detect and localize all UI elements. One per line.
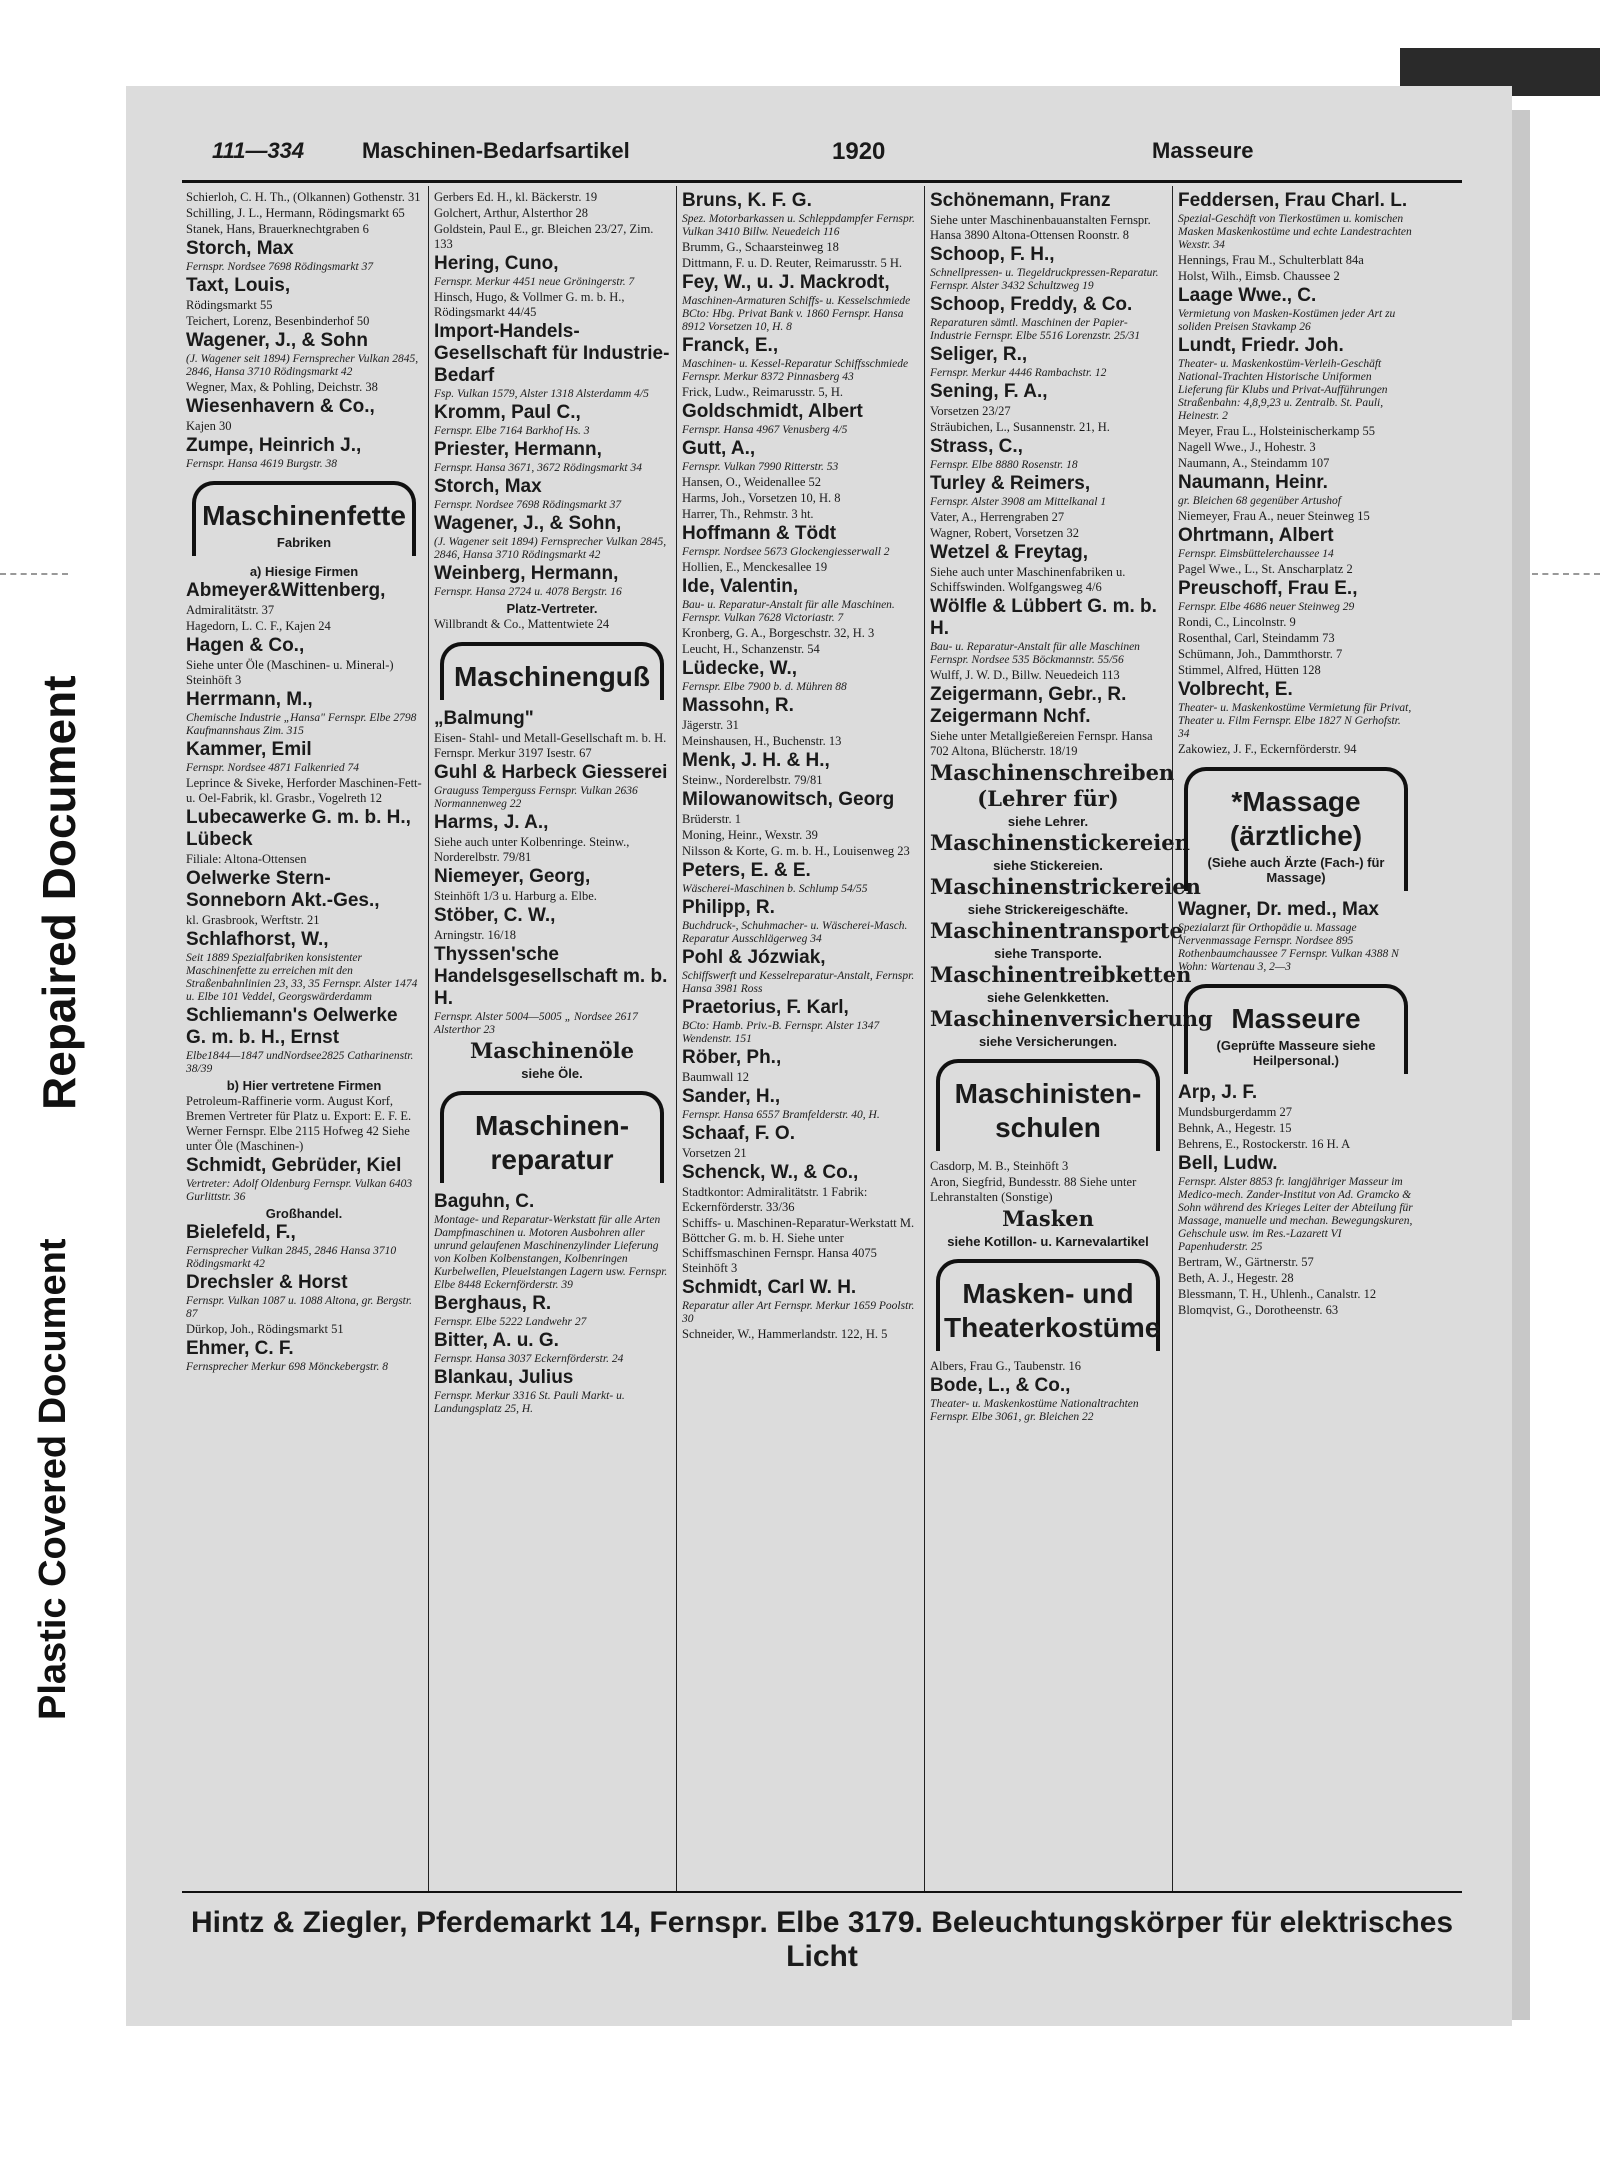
firm-name: Zumpe, Heinrich J., bbox=[186, 435, 362, 456]
entry-text: Fernspr. Merkur 4451 neue Gröningerstr. 7 bbox=[434, 276, 635, 288]
section-subheading: Fabriken bbox=[276, 535, 332, 550]
firm-name: Baguhn, C. bbox=[434, 1191, 535, 1212]
entry-text: Steinhöft 1/3 u. Harburg a. Elbe. bbox=[434, 889, 597, 903]
firm-name: Preuschoff, Frau E., bbox=[1178, 578, 1358, 599]
firm-name: Massohn, R. bbox=[682, 695, 794, 716]
subheading: b) Hier vertretene Firmen bbox=[226, 1078, 382, 1093]
entry-text: Fernspr. Nordsee 7698 Rödingsmarkt 37 bbox=[186, 261, 374, 273]
entry-text: BCto: Hamb. Priv.-B. Fernspr. Alster 1347 Wendenstr. 151 bbox=[682, 1020, 880, 1045]
entry-text: Theater- u. Maskenkostüme Vermietung für Privat, Theater u. Film Fernspr. Elbe 1827 N Gerhofstr. 34 bbox=[1178, 702, 1412, 740]
firm-name: Sander, H., bbox=[682, 1086, 781, 1107]
section-heading-box bbox=[440, 642, 664, 700]
entry-text: Moning, Heinr., Wexstr. 39 bbox=[682, 828, 818, 842]
entry-text: Kajen 30 bbox=[186, 419, 232, 433]
entry-text: Siehe auch unter Kolbenringe. Steinw., Norderelbstr. 79/81 bbox=[434, 835, 630, 864]
entry-text: Fernspr. Vulkan 7990 Ritterstr. 53 bbox=[682, 461, 839, 473]
section-heading-box bbox=[936, 1059, 1160, 1151]
entry-text: Spez. Motorbarkassen u. Schleppdampfer Fernspr. Vulkan 3410 Billw. Neuedeich 116 bbox=[682, 213, 915, 238]
firm-name: Kammer, Emil bbox=[186, 739, 312, 760]
firm-name: Lüdecke, W., bbox=[682, 658, 798, 679]
firm-name: Schlafhorst, W., bbox=[186, 929, 329, 950]
firm-name: Röber, Ph., bbox=[682, 1047, 782, 1068]
category-heading: Maschinenschreiben (Lehrer für) bbox=[930, 760, 1175, 811]
category-heading: Maschinenstrickereien bbox=[930, 874, 1201, 899]
entry-text: Vermietung von Masken-Kostümen jeder Art zu soliden Preisen Stavkamp 26 bbox=[1178, 308, 1396, 333]
firm-name: Ehmer, C. F. bbox=[186, 1338, 294, 1359]
entry-text: Fernsprecher Merkur 698 Mönckebergstr. 8 bbox=[186, 1361, 388, 1373]
entry-text: Nilsson & Korte, G. m. b. H., Louisenweg 23 bbox=[682, 844, 910, 858]
firm-name: Franck, E., bbox=[682, 335, 779, 356]
column-5 bbox=[1178, 190, 1414, 1890]
firm-name: Schoop, F. H., bbox=[930, 244, 1055, 265]
subheading: Platz-Vertreter. bbox=[506, 601, 598, 616]
entry-text: Schneider, W., Hammerlandstr. 122, H. 5 bbox=[682, 1327, 888, 1341]
firm-name: Lundt, Friedr. Joh. bbox=[1178, 335, 1344, 356]
entry-text: Stanek, Hans, Brauerknechtgraben 6 bbox=[186, 222, 369, 236]
firm-name: Blankau, Julius bbox=[434, 1367, 574, 1388]
repaired-document-label: Repaired Document bbox=[33, 675, 85, 1110]
section-heading: Masken- und Theaterkostüme bbox=[944, 1278, 1161, 1343]
entry-text: Schiffswerft und Kesselreparatur-Anstalt, Fernspr. Hansa 3981 Ross bbox=[682, 970, 915, 995]
entry-text: Vater, A., Herrengraben 27 bbox=[930, 510, 1065, 524]
entry-text: Chemische Industrie „Hansa" Fernspr. Elbe 2798 Kaufmannshaus Zim. 315 bbox=[186, 712, 417, 737]
entry-text: Hennings, Frau M., Schulterblatt 84a bbox=[1178, 253, 1364, 267]
section-heading: Maschinenguß bbox=[453, 661, 650, 692]
firm-name: Bitter, A. u. G. bbox=[434, 1330, 559, 1351]
category-heading: Maschinenöle bbox=[470, 1038, 634, 1063]
entry-text: Blomqvist, G., Dorotheenstr. 63 bbox=[1178, 1303, 1339, 1317]
subheading: Großhandel. bbox=[265, 1206, 343, 1221]
entry-text: Filiale: Altona-Ottensen bbox=[186, 852, 307, 866]
running-head: Masseure bbox=[1152, 138, 1254, 163]
entry-text: Brüderstr. 1 bbox=[682, 812, 742, 826]
entry-text: Fernspr. Nordsee 7698 Rödingsmarkt 37 bbox=[434, 499, 622, 511]
column-divider bbox=[676, 186, 677, 1891]
entry-text: Pagel Wwe., L., St. Anscharplatz 2 bbox=[1178, 562, 1353, 576]
firm-name: Turley & Reimers, bbox=[930, 473, 1091, 494]
fold-marker-left bbox=[0, 573, 68, 575]
firm-name: Thyssen'sche Handelsgesellschaft m. b. H. bbox=[434, 944, 668, 1009]
category-heading: Maschinenstickereien bbox=[930, 830, 1190, 855]
entry-text: Fernspr. Elbe 4686 neuer Steinweg 29 bbox=[1178, 601, 1355, 613]
entry-text: Wulff, J. W. D., Billw. Neuedeich 113 bbox=[930, 668, 1120, 682]
firm-name: Abmeyer&Wittenberg, bbox=[186, 580, 386, 601]
firm-name: Milowanowitsch, Georg bbox=[682, 789, 895, 810]
firm-name: Sening, F. A., bbox=[930, 381, 1048, 402]
entry-text: Buchdruck-, Schuhmacher- u. Wäscherei-Masch. Reparatur Ausschlägerweg 34 bbox=[682, 920, 908, 945]
firm-name: Niemeyer, Georg, bbox=[434, 866, 591, 887]
entry-text: Fernspr. Nordsee 5673 Glockengiesserwall 2 bbox=[682, 546, 890, 558]
firm-name: Ohrtmann, Albert bbox=[1178, 525, 1334, 546]
entry-text: Behnk, A., Hegestr. 15 bbox=[1178, 1121, 1292, 1135]
section-heading: Maschinen-reparatur bbox=[474, 1110, 630, 1175]
entry-text: Albers, Frau G., Taubenstr. 16 bbox=[930, 1359, 1081, 1373]
entry-text: Fernspr. Alster 3908 am Mittelkanal 1 bbox=[930, 496, 1107, 508]
entry-text: Rödingsmarkt 55 bbox=[186, 298, 273, 312]
column-2 bbox=[434, 190, 670, 1890]
column-divider bbox=[924, 186, 925, 1891]
firm-name: Schmidt, Carl W. H. bbox=[682, 1277, 857, 1298]
entry-text: Dürkop, Joh., Rödingsmarkt 51 bbox=[186, 1322, 344, 1336]
entry-text: Hollien, E., Menckesallee 19 bbox=[682, 560, 828, 574]
firm-name: Gutt, A., bbox=[682, 438, 756, 459]
subheading: siehe Kotillon- u. Karnevalartikel bbox=[947, 1234, 1149, 1249]
entry-text: Mundsburgerdamm 27 bbox=[1178, 1105, 1292, 1119]
entry-text: Siehe unter Maschinenbauanstalten Fernspr. Hansa 3890 Altona-Ottensen Roonstr. 8 bbox=[930, 213, 1151, 242]
entry-text: Vertreter: Adolf Oldenburg Fernspr. Vulkan 6403 Gurlittstr. 36 bbox=[186, 1178, 413, 1203]
category-heading: Masken bbox=[1002, 1206, 1094, 1231]
section-heading-box bbox=[936, 1259, 1160, 1351]
entry-text: Rosenthal, Carl, Steindamm 73 bbox=[1178, 631, 1335, 645]
entry-text: Vorsetzen 21 bbox=[682, 1146, 747, 1160]
entry-text: Hagedorn, L. C. F., Kajen 24 bbox=[186, 619, 331, 633]
entry-text: Schiffs- u. Maschinen-Reparatur-Werkstatt M. Böttcher G. m. b. H. Siehe unter Schiffsmaschinen Fernspr. Hansa 4075 Steinhöft 3 bbox=[682, 1216, 915, 1275]
entry-text: Leprince & Siveke, Herforder Maschinen-Fett- u. Oel-Fabrik, kl. Grasbr., Vogelreth 12 bbox=[186, 776, 422, 805]
entry-text: Vorsetzen 23/27 bbox=[930, 404, 1011, 418]
entry-text: Aron, Siegfrid, Bundesstr. 88 Siehe unter Lehranstalten (Sonstige) bbox=[930, 1175, 1137, 1204]
entry-text: Rondi, C., Lincolnstr. 9 bbox=[1178, 615, 1296, 629]
entry-text: Spezial-Geschäft von Tierkostümen u. komischen Masken Maskenkostüme und echte Landestrachten Wexstr. 34 bbox=[1178, 213, 1412, 251]
entry-text: Bau- u. Reparatur-Anstalt für alle Maschinen. Fernspr. Vulkan 7628 Victoriastr. 7 bbox=[682, 599, 895, 624]
column-divider bbox=[1172, 186, 1173, 1891]
firm-name: Schliemann's Oelwerke G. m. b. H., Ernst bbox=[186, 1005, 398, 1048]
entry-text: Grauguss Temperguss Fernspr. Vulkan 2636 Normannenweg 22 bbox=[434, 785, 638, 810]
entry-text: Schnellpressen- u. Tiegeldruckpressen-Reparatur. Fernspr. Alster 3432 Schultzweg 19 bbox=[930, 267, 1159, 292]
firm-name: Stöber, C. W., bbox=[434, 905, 556, 926]
entry-text: Fernspr. Alster 8853 fr. langjähriger Masseur im Medico-mech. Zander-Institut von Ad. Gramcko & Sohn während des Krieges Leiter der Abteilung für Massage, manuelle und mechan. Bewegungskuren, Gehschule usw. im Res.-Lazarett VI Papenhuderstr. 25 bbox=[1178, 1176, 1413, 1253]
page-header bbox=[192, 138, 1462, 166]
entry-text: Montage- und Reparatur-Werkstatt für alle Arten Dampfmaschinen u. Motoren Ausbohren aller unrund gelaufenen Maschinenzylinder Lieferung von Kolben Kolbenstangen, Kolbenringen Kurbelwellen, Pleuelstangen Lagern usw. Fernspr. Elbe 8448 Eckernförderstr. 39 bbox=[434, 1214, 668, 1291]
entry-text: Fernspr. Elbe 8880 Rosenstr. 18 bbox=[930, 459, 1078, 471]
entry-text: Fernspr. Nordsee 4871 Falkenried 74 bbox=[186, 762, 360, 774]
entry-text: Harrer, Th., Rehmstr. 3 ht. bbox=[682, 507, 814, 521]
entry-text: Naumann, A., Steindamm 107 bbox=[1178, 456, 1330, 470]
firm-name: Naumann, Heinr. bbox=[1178, 472, 1328, 493]
firm-name: Wetzel & Freytag, bbox=[930, 542, 1089, 563]
entry-text: Bertram, W., Gärtnerstr. 57 bbox=[1178, 1255, 1314, 1269]
firm-name: Storch, Max bbox=[186, 238, 294, 259]
entry-text: Nagell Wwe., J., Hohestr. 3 bbox=[1178, 440, 1316, 454]
entry-text: Schilling, J. L., Hermann, Rödingsmarkt 65 bbox=[186, 206, 405, 220]
firm-name: Drechsler & Horst bbox=[186, 1272, 348, 1293]
entry-text: Maschinen-Armaturen Schiffs- u. Kesselschmiede BCto: Hbg. Privat Bank v. 1860 Fernspr. Hansa 8912 Vorsetzen 10, H. 8 bbox=[682, 295, 911, 333]
firm-name: Pohl & Józwiak, bbox=[682, 947, 826, 968]
entry-text: Fernspr. Hansa 4967 Venusberg 4/5 bbox=[682, 424, 848, 436]
entry-text: Steinw., Norderelbstr. 79/81 bbox=[682, 773, 823, 787]
entry-text: Niemeyer, Frau A., neuer Steinweg 15 bbox=[1178, 509, 1370, 523]
entry-text: Sträubichen, L., Susannenstr. 21, H. bbox=[930, 420, 1110, 434]
footer-rule bbox=[182, 1891, 1462, 1893]
fold-marker-right bbox=[1532, 573, 1600, 575]
column-3 bbox=[682, 190, 918, 1890]
entry-text: Fernspr. Elbe 5222 Landwehr 27 bbox=[434, 1316, 587, 1328]
section-heading-box bbox=[1184, 767, 1408, 891]
entry-text: Kronberg, G. A., Borgeschstr. 32, H. 3 bbox=[682, 626, 875, 640]
entry-text: Fernspr. Vulkan 1087 u. 1088 Altona, gr. Bergstr. 87 bbox=[186, 1295, 412, 1320]
entry-text: Fernspr. Hansa 4619 Burgstr. 38 bbox=[186, 458, 338, 470]
entry-text: (J. Wagener seit 1894) Fernsprecher Vulkan 2845, 2846, Hansa 3710 Rödingsmarkt 42 bbox=[186, 353, 419, 378]
entry-text: Holst, Wilh., Eimsb. Chaussee 2 bbox=[1178, 269, 1340, 283]
firm-name: Schönemann, Franz bbox=[930, 190, 1111, 211]
entry-text: Spezialarzt für Orthopädie u. Massage Nervenmassage Fernspr. Nordsee 895 Rothenbaumchaussee 7 Fernspr. Vulkan 4388 N Wohn: Wartenau 3, 2—3 bbox=[1178, 922, 1399, 973]
category-heading: Maschinenversicherung bbox=[930, 1006, 1213, 1031]
entry-text: Reparatur aller Art Fernspr. Merkur 1659 Poolstr. 30 bbox=[682, 1300, 915, 1325]
firm-name: Praetorius, F. Karl, bbox=[682, 997, 849, 1018]
entry-text: Elbe1844—1847 undNordsee2825 Catharinenstr. 38/39 bbox=[186, 1050, 414, 1075]
subheading: siehe Stickereien. bbox=[993, 858, 1103, 873]
subheading: siehe Lehrer. bbox=[1007, 814, 1089, 829]
firm-name: Priester, Hermann, bbox=[434, 439, 602, 460]
subheading: siehe Versicherungen. bbox=[978, 1034, 1117, 1049]
year: 1920 bbox=[832, 138, 886, 165]
firm-name: Fey, W., u. J. Mackrodt, bbox=[682, 272, 890, 293]
entry-text: Teichert, Lorenz, Besenbinderhof 50 bbox=[186, 314, 370, 328]
firm-name: Bell, Ludw. bbox=[1178, 1153, 1278, 1174]
entry-text: Blessmann, T. H., Uhlenh., Canalstr. 12 bbox=[1178, 1287, 1377, 1301]
entry-text: Jägerstr. 31 bbox=[682, 718, 739, 732]
firm-name: Harms, J. A., bbox=[434, 812, 549, 833]
entry-text: Fernspr. Alster 5004—5005 „ Nordsee 2617 Alsterthor 23 bbox=[434, 1011, 638, 1036]
entry-text: Eisen- Stahl- und Metall-Gesellschaft m. b. H. Fernspr. Merkur 3197 Isestr. 67 bbox=[434, 731, 667, 760]
firm-name: Hoffmann & Tödt bbox=[682, 523, 837, 544]
firm-name: Taxt, Louis, bbox=[186, 275, 291, 296]
entry-text: Wagner, Robert, Vorsetzen 32 bbox=[930, 526, 1080, 540]
section-heading: Maschinenfette bbox=[202, 500, 406, 531]
firm-name: Menk, J. H. & H., bbox=[682, 750, 830, 771]
entry-text: Golchert, Arthur, Alsterthor 28 bbox=[434, 206, 588, 220]
entry-text: Dittmann, F. u. D. Reuter, Reimarusstr. 5 H. bbox=[682, 256, 903, 270]
entry-text: Willbrandt & Co., Mattentwiete 24 bbox=[434, 617, 610, 631]
category-heading: Maschinentreibketten bbox=[930, 962, 1192, 987]
entry-text: Fernspr. Hansa 3671, 3672 Rödingsmarkt 34 bbox=[434, 462, 642, 474]
entry-text: Petroleum-Raffinerie vorm. August Korf, Bremen Vertreter für Platz u. Export: E. F. E. Werner Fernspr. Elbe 2115 Hofweg 42 Siehe unter Öle (Maschinen-) bbox=[186, 1094, 412, 1153]
entry-text: Gerbers Ed. H., kl. Bäckerstr. 19 bbox=[434, 190, 598, 204]
entry-text: Fernspr. Elbe 7164 Barkhof Hs. 3 bbox=[434, 425, 590, 437]
firm-name: Wiesenhavern & Co., bbox=[186, 396, 375, 417]
firm-name: Philipp, R. bbox=[682, 897, 775, 918]
entry-text: Brumm, G., Schaarsteinweg 18 bbox=[682, 240, 839, 254]
section-subheading: (Geprüfte Masseure siehe Heilpersonal.) bbox=[1216, 1038, 1376, 1068]
entry-text: Hansen, O., Weidenallee 52 bbox=[682, 475, 821, 489]
firm-name: Import-Handels-Gesellschaft für Industrie-Bedarf bbox=[434, 321, 670, 386]
entry-text: Wegner, Max, & Pohling, Deichstr. 38 bbox=[186, 380, 378, 394]
entry-text: Beth, A. J., Hegestr. 28 bbox=[1178, 1271, 1294, 1285]
firm-name: Wagener, J., & Sohn bbox=[186, 330, 368, 351]
entry-text: Schierloh, C. H. Th., (Olkannen) Gothenstr. 31 bbox=[186, 190, 421, 204]
firm-name: Bruns, K. F. G. bbox=[682, 190, 812, 211]
firm-name: Guhl & Harbeck Giesserei bbox=[434, 762, 668, 783]
firm-name: Goldschmidt, Albert bbox=[682, 401, 863, 422]
entry-text: (J. Wagener seit 1894) Fernsprecher Vulkan 2845, 2846, Hansa 3710 Rödingsmarkt 42 bbox=[434, 536, 667, 561]
section-heading-box bbox=[192, 481, 416, 556]
entry-text: Meinshausen, H., Buchenstr. 13 bbox=[682, 734, 842, 748]
firm-name: Arp, J. F. bbox=[1178, 1082, 1258, 1103]
page-number: 111—334 bbox=[212, 138, 305, 163]
entry-text: Fernspr. Eimsbüttelerchaussee 14 bbox=[1178, 548, 1334, 560]
column-divider bbox=[428, 186, 429, 1891]
entry-text: Stimmel, Alfred, Hütten 128 bbox=[1178, 663, 1321, 677]
entry-text: Meyer, Frau L., Holsteinischerkamp 55 bbox=[1178, 424, 1376, 438]
firm-name: Bielefeld, F., bbox=[186, 1222, 296, 1243]
entry-text: Theater- u. Maskenkostüme Nationaltrachten Fernspr. Elbe 3061, gr. Bleichen 22 bbox=[930, 1398, 1139, 1423]
entry-text: Siehe unter Metallgießereien Fernspr. Hansa 702 Altona, Blücherstr. 18/19 bbox=[930, 729, 1153, 758]
entry-text: Fernspr. Merkur 4446 Rambachstr. 12 bbox=[930, 367, 1107, 379]
footer-advertisement: Hintz & Ziegler, Pferdemarkt 14, Fernspr. Elbe 3179. Beleuchtungskörper für elektrisches Licht bbox=[190, 1906, 1454, 1973]
firm-name: Hering, Cuno, bbox=[434, 253, 559, 274]
entry-text: Arningstr. 16/18 bbox=[434, 928, 516, 942]
entry-text: Schümann, Joh., Dammthorstr. 7 bbox=[1178, 647, 1343, 661]
firm-name: Feddersen, Frau Charl. L. bbox=[1178, 190, 1408, 211]
header-rule bbox=[182, 180, 1462, 183]
section-heading: *Massage (ärztliche) bbox=[1229, 786, 1363, 851]
firm-name: Bode, L., & Co., bbox=[930, 1375, 1071, 1396]
category-heading: Maschinentransporte bbox=[930, 918, 1183, 943]
entry-text: Frick, Ludw., Reimarusstr. 5, H. bbox=[682, 385, 843, 399]
entry-text: Fernspr. Hansa 2724 u. 4078 Bergstr. 16 bbox=[434, 586, 622, 598]
section-heading-box bbox=[440, 1091, 664, 1183]
entry-text: Maschinen- u. Kessel-Reparatur Schiffsschmiede Fernspr. Merkur 8372 Pinnasberg 43 bbox=[682, 358, 909, 383]
subheading: siehe Strickereigeschäfte. bbox=[967, 902, 1129, 917]
entry-text: Wäscherei-Maschinen b. Schlump 54/55 bbox=[682, 883, 868, 895]
entry-text: Leucht, H., Schanzenstr. 54 bbox=[682, 642, 820, 656]
entry-text: Siehe auch unter Maschinenfabriken u. Schiffswinden. Wolfgangsweg 4/6 bbox=[930, 565, 1126, 594]
firm-name: Zeigermann, Gebr., R. Zeigermann Nchf. bbox=[930, 684, 1127, 727]
firm-name: Wagener, J., & Sohn, bbox=[434, 513, 622, 534]
subheading: siehe Transporte. bbox=[994, 946, 1102, 961]
firm-name: Hagen & Co., bbox=[186, 635, 305, 656]
entry-text: Seit 1889 Spezialfabriken konsistenter Maschinenfette zu erreichen mit den Straßenbahnlinien 23, 33, 35 Fernspr. Alster 1474 u. Elbe 101 Veddel, Georgswärderdamm bbox=[186, 952, 418, 1003]
entry-text: Bau- u. Reparatur-Anstalt für alle Maschinen Fernspr. Nordsee 535 Böckmannstr. 55/56 bbox=[930, 641, 1140, 666]
firm-name: Kromm, Paul C., bbox=[434, 402, 581, 423]
firm-name: „Balmung" bbox=[434, 708, 534, 729]
scanned-page bbox=[126, 86, 1512, 2026]
entry-text: Casdorp, M. B., Steinhöft 3 bbox=[930, 1159, 1069, 1173]
firm-name: Herrmann, M., bbox=[186, 689, 313, 710]
section-heading-box bbox=[1184, 984, 1408, 1074]
subheading: siehe Öle. bbox=[521, 1066, 583, 1081]
entry-text: Fernspr. Hansa 6557 Bramfelderstr. 40, H. bbox=[682, 1109, 880, 1121]
firm-name: Ide, Valentin, bbox=[682, 576, 799, 597]
entry-text: Behrens, E., Rostockerstr. 16 H. A bbox=[1178, 1137, 1351, 1151]
firm-name: Storch, Max bbox=[434, 476, 542, 497]
entry-text: Zakowiez, J. F., Eckernförderstr. 94 bbox=[1178, 742, 1357, 756]
section-heading: Maschinisten-schulen bbox=[954, 1078, 1142, 1143]
entry-text: gr. Bleichen 68 gegenüber Artushof bbox=[1178, 495, 1341, 507]
entry-text: kl. Grasbrook, Werftstr. 21 bbox=[186, 913, 320, 927]
plastic-covered-label: Plastic Covered Document bbox=[32, 1238, 74, 1720]
firm-name: Volbrecht, E. bbox=[1178, 679, 1293, 700]
firm-name: Weinberg, Hermann, bbox=[434, 563, 619, 584]
entry-text: Fsp. Vulkan 1579, Alster 1318 Alsterdamm 4/5 bbox=[434, 388, 649, 400]
entry-text: Theater- u. Maskenkostüm-Verleih-Geschäft National-Trachten Historische Uniformen Lieferung für Klubs und Privat-Aufführungen Straßenbahn: 4,8,9,23 u. Zentralb. St. Pauli, Heinestr. 2 bbox=[1178, 358, 1388, 422]
firm-name: Schoop, Freddy, & Co. bbox=[930, 294, 1133, 315]
firm-name: Laage Wwe., C. bbox=[1178, 285, 1317, 306]
book-edge bbox=[1512, 110, 1530, 2020]
firm-name: Wagner, Dr. med., Max bbox=[1178, 899, 1379, 920]
firm-name: Peters, E. & E. bbox=[682, 860, 811, 881]
firm-name: Schaaf, F. O. bbox=[682, 1123, 795, 1144]
column-4 bbox=[930, 190, 1213, 1890]
firm-name: Schmidt, Gebrüder, Kiel bbox=[186, 1155, 402, 1176]
entry-text: Fernspr. Elbe 7900 b. d. Mühren 88 bbox=[682, 681, 847, 693]
entry-text: Goldstein, Paul E., gr. Bleichen 23/27, Zim. 133 bbox=[434, 222, 654, 251]
firm-name: Seliger, R., bbox=[930, 344, 1028, 365]
firm-name: Strass, C., bbox=[930, 436, 1023, 457]
firm-name: Lubecawerke G. m. b. H., Lübeck bbox=[186, 807, 411, 850]
entry-text: Reparaturen sämtl. Maschinen der Papier-Industrie Fernspr. Elbe 5516 Lorenzstr. 25/31 bbox=[930, 317, 1141, 342]
section-subheading: (Siehe auch Ärzte (Fach-) für Massage) bbox=[1207, 855, 1385, 885]
entry-text: Baumwall 12 bbox=[682, 1070, 750, 1084]
entry-text: Fernspr. Merkur 3316 St. Pauli Markt- u. Landungsplatz 25, H. bbox=[434, 1390, 625, 1415]
firm-name: Oelwerke Stern-Sonneborn Akt.-Ges., bbox=[186, 868, 380, 911]
firm-name: Schenck, W., & Co., bbox=[682, 1162, 859, 1183]
entry-text: Fernsprecher Vulkan 2845, 2846 Hansa 3710 Rödingsmarkt 42 bbox=[186, 1245, 397, 1270]
subheading: a) Hiesige Firmen bbox=[249, 564, 359, 579]
entry-text: Fernspr. Hansa 3037 Eckernförderstr. 24 bbox=[434, 1353, 624, 1365]
entry-text: Admiralitätstr. 37 bbox=[186, 603, 275, 617]
entry-text: Harms, Joh., Vorsetzen 10, H. 8 bbox=[682, 491, 841, 505]
firm-name: Berghaus, R. bbox=[434, 1293, 552, 1314]
entry-text: Stadtkontor: Admiralitätstr. 1 Fabrik: Eckernförderstr. 33/36 bbox=[682, 1185, 868, 1214]
column-1 bbox=[186, 190, 422, 1890]
section-heading: Masseure bbox=[1231, 1003, 1361, 1034]
firm-name: Wölfle & Lübbert G. m. b. H. bbox=[930, 596, 1157, 639]
subheading: siehe Gelenkketten. bbox=[986, 990, 1110, 1005]
entry-text: Siehe unter Öle (Maschinen- u. Mineral-) Steinhöft 3 bbox=[186, 658, 394, 687]
entry-text: Hinsch, Hugo, & Vollmer G. m. b. H., Rödingsmarkt 44/45 bbox=[434, 290, 625, 319]
section-title: Maschinen-Bedarfsartikel bbox=[362, 138, 630, 163]
